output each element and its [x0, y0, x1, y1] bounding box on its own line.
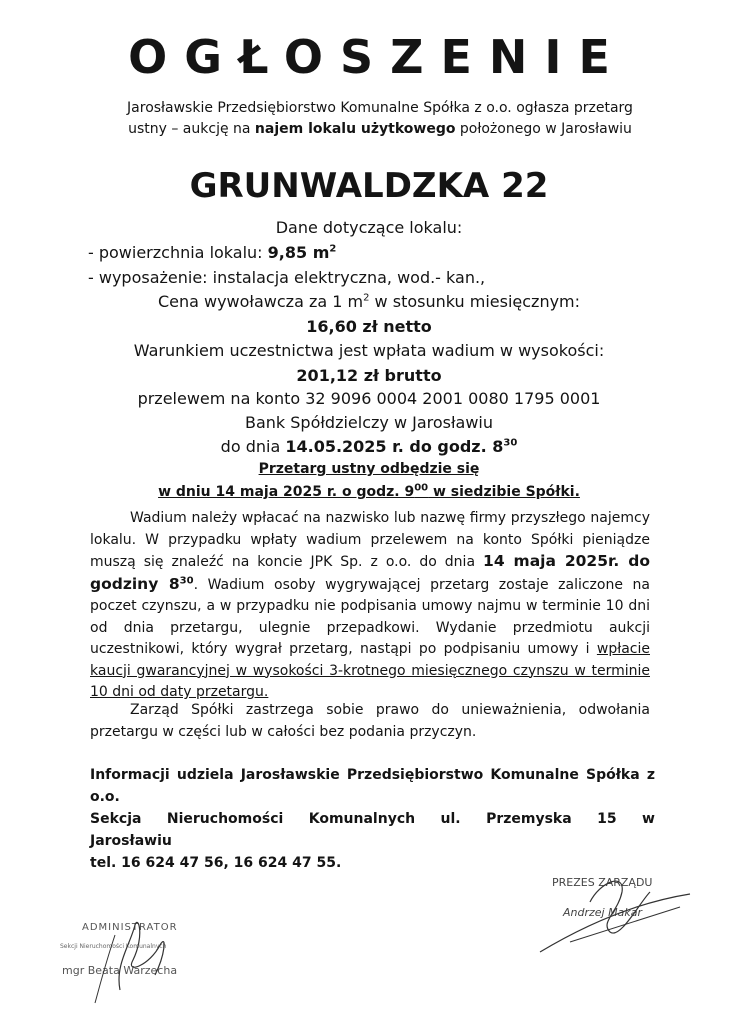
admin-stamp-title: ADMINISTRATOR [82, 922, 178, 933]
president-stamp-title: PREZES ZARZĄDU [552, 876, 653, 889]
admin-signature [75, 905, 185, 1010]
intro-line-2-bold: najem lokalu użytkowego [254, 121, 456, 137]
property-address: GRUNWALDZKA 22 [189, 166, 549, 206]
terms-text-1: Wadium należy wpłacać na nazwisko lub nazwę firmy przyszłego najemcy lokalu. W przypadku wpłaty wadium przelewem na konto Spółki pieniądze muszą się znaleźć na koncie JPK Sp. z o.o. do dnia [90, 510, 650, 570]
auction-line-2-a: w dniu 14 maja 2025 r. o godz. 9 [158, 484, 415, 500]
contact-line-1: Informacji udziela Jarosławskie Przedsiębiorstwo Komunalne Spółka z o.o. [90, 767, 655, 805]
president-signature [530, 862, 700, 962]
bank-name: Bank Spółdzielczy w Jarosławiu [244, 413, 494, 432]
auction-line-1: Przetarg ustny odbędzie się [258, 461, 480, 477]
page-title: OGŁOSZENIE [128, 30, 627, 84]
terms-deadline-sup: 30 [179, 574, 194, 586]
deadline-sup: 30 [503, 437, 518, 449]
intro-line-2 [120, 119, 640, 140]
area-item [88, 243, 336, 262]
auction-line-2-sup: 00 [414, 482, 429, 494]
intro-line-1: Jarosławskie Przedsiębiorstwo Komunalne Spółka z o.o. ogłasza przetarg [127, 100, 633, 116]
price-label-a: Cena wywoławcza za 1 m [157, 292, 364, 311]
terms-paragraph [90, 508, 650, 704]
area-label: - powierzchnia lokalu: [88, 243, 268, 262]
intro-line-2-c: położonego w Jarosławiu [455, 121, 632, 137]
price-label [0, 292, 738, 311]
price-label-sup: 2 [363, 292, 370, 304]
intro-line-2-a: ustny – aukcję na [128, 121, 255, 137]
equipment-item: - wyposażenie: instalacja elektryczna, wod.- kan., [88, 268, 486, 287]
deadline-date: 14.05.2025 [285, 437, 387, 456]
price-value: 16,60 zł netto [306, 317, 432, 336]
bank-account: przelewem na konto 32 9096 0004 2001 0080 1795 0001 [137, 389, 601, 408]
reservation-text: Zarząd Spółki zastrzega sobie prawo do unieważnienia, odwołania przetargu w części lub w całości bez podania przyczyn. [90, 702, 650, 740]
deadline-a: do dnia [220, 437, 286, 456]
reservation-paragraph [90, 700, 650, 743]
area-sup: 2 [329, 243, 337, 255]
contact-line-2: Sekcja Nieruchomości Komunalnych ul. Przemyska 15 w Jarosławiu [90, 811, 655, 849]
terms-text-3: . Wadium osoby wygrywającej przetarg zostaje zaliczone na poczet czynszu, a w przypadku nie podpisania umowy najmu w terminie 10 dni od dnia przetargu, ulegnie przepadkowi. Wydanie przedmiotu aukcji uczestnikowi, który wygrał przetarg, nastąpi po podpisaniu umowy i [90, 576, 650, 657]
deposit-deadline [0, 437, 738, 456]
contact-line-3: tel. 16 624 47 56, 16 624 47 55. [90, 855, 342, 871]
terms-underlined: wpłacie kaucji gwarancyjnej w wysokości 3-krotnego miesięcznego czynszu w terminie 10 dni od daty przetargu. [90, 641, 650, 700]
deposit-value: 201,12 zł brutto [296, 366, 442, 385]
area-value: 9,85 m [267, 243, 330, 262]
contact-info [90, 764, 655, 874]
details-header: Dane dotyczące lokalu: [275, 218, 463, 237]
deposit-label: Warunkiem uczestnictwa jest wpłata wadium w wysokości: [133, 341, 605, 360]
admin-stamp-subtitle: Sekcji Nieruchomości Komunalnych [60, 943, 167, 950]
auction-line-2 [0, 484, 738, 500]
terms-deadline: 14 maja 2025r. do godziny 8 [90, 552, 650, 593]
price-label-b: w stosunku miesięcznym: [369, 292, 581, 311]
auction-line-2-b: w siedzibie Spółki. [428, 484, 580, 500]
admin-stamp-name: mgr Beata Warzecha [62, 964, 178, 977]
deadline-b: r. do godz. 8 [386, 437, 504, 456]
president-stamp-name: Andrzej Makar [563, 906, 642, 919]
intro-text [120, 98, 640, 140]
